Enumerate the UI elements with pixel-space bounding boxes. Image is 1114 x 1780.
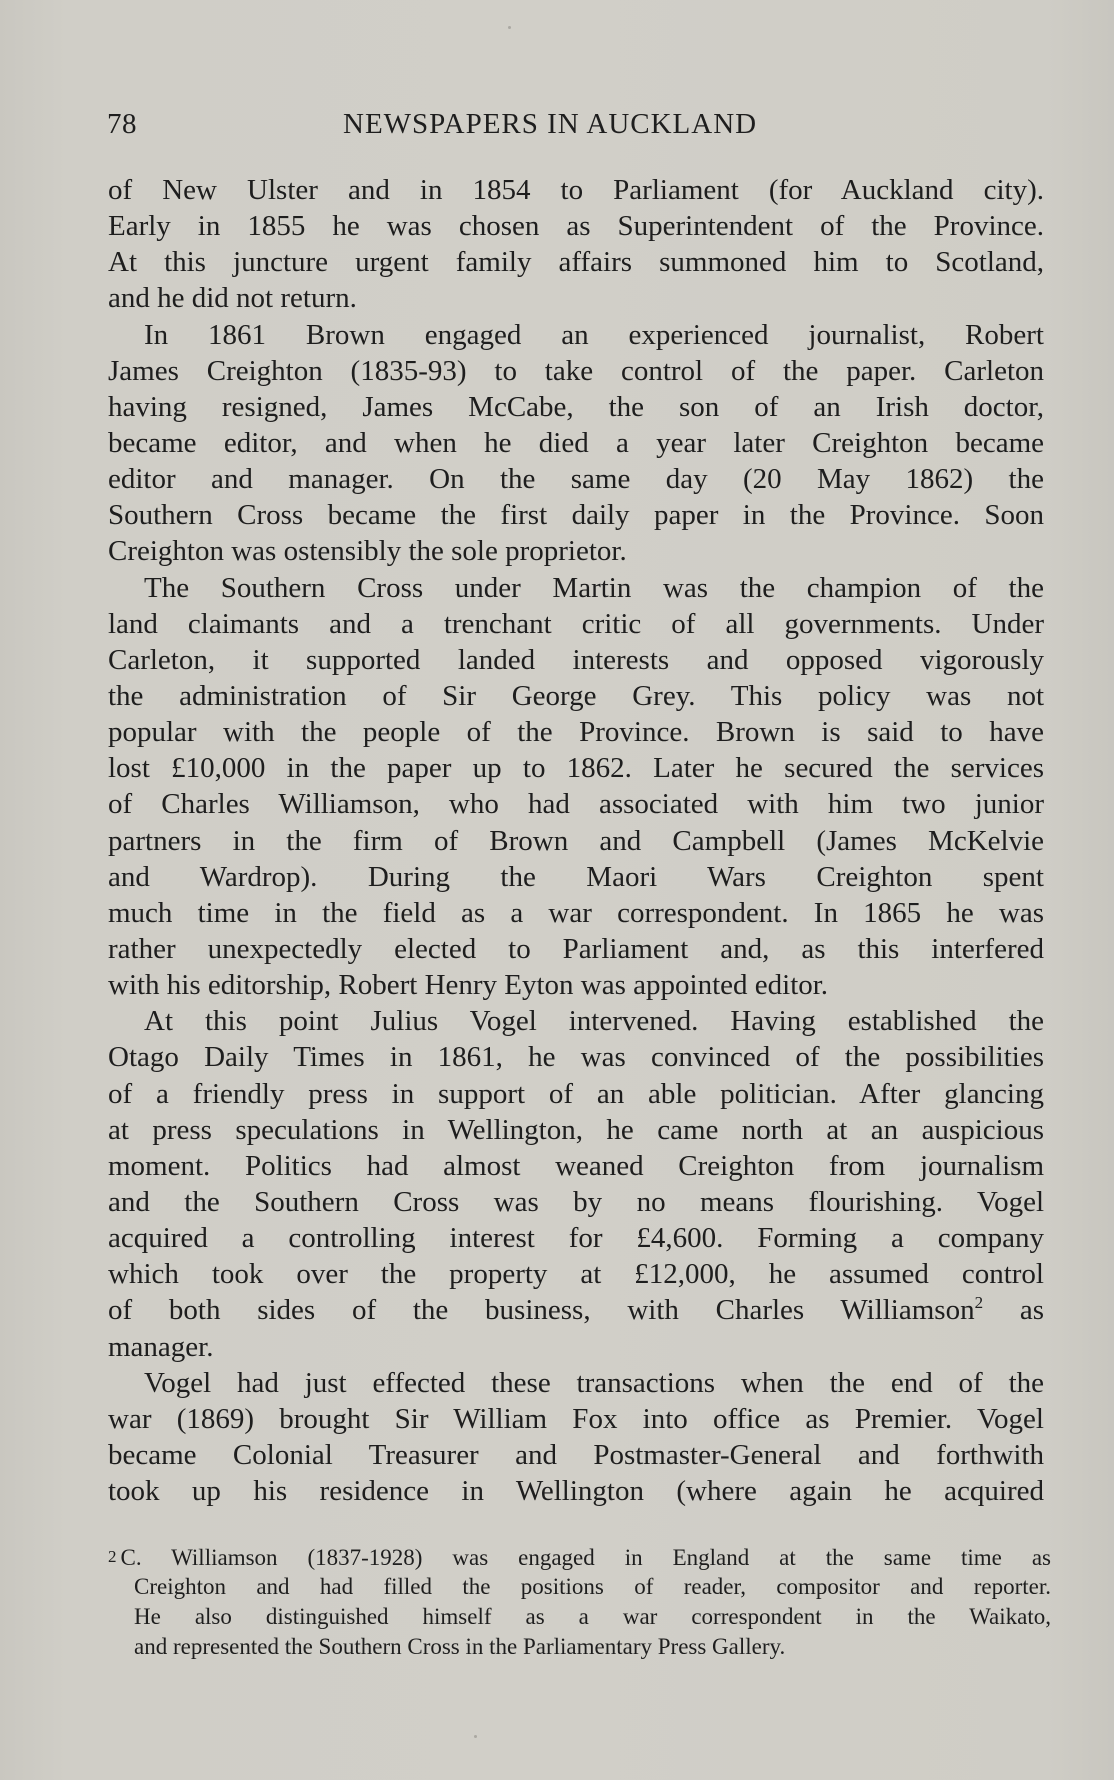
page-number: 78 [107,108,137,140]
text-line: partners in the firm of Brown and Campbell (James McKelvie [108,824,1044,857]
text-line: Early in 1855 he was chosen as Superintendent of the Province. [108,210,1044,243]
text-fragment: of both sides of the business, with Charles Williamson [108,1294,975,1327]
footnote-text: C. Williamson (1837-1928) was engaged in England at the same time as [120,1545,1051,1570]
body-text [108,172,1044,1509]
text-line: at press speculations in Wellington, he came north at an auspicious [108,1113,1044,1146]
text-line: of a friendly press in support of an able politician. After glancing [108,1077,1044,1110]
text-line: land claimants and a trenchant critic of all governments. Under [108,607,1044,640]
footnote-line: Creighton and had filled the positions of reader, compositor and reporter. [134,1574,1051,1599]
text-line: having resigned, James McCabe, the son of an Irish doctor, [108,390,1044,423]
text-line: became editor, and when he died a year later Creighton became [108,426,1044,459]
text-line: popular with the people of the Province. Brown is said to have [108,716,1044,749]
text-line: editor and manager. On the same day (20 May 1862) the [108,463,1044,496]
paragraph-start-line: Vogel had just effected these transactions when the end of the [144,1366,1044,1399]
text-line: of Charles Williamson, who had associated with him two junior [108,788,1044,821]
text-line: Carleton, it supported landed interests and opposed vigorously [108,643,1044,676]
text-line: much time in the field as a war correspondent. In 1865 he was [108,896,1044,929]
text-line: At this juncture urgent family affairs summoned him to Scotland, [108,246,1044,279]
text-line: the administration of Sir George Grey. This policy was not [108,679,1044,712]
text-line: war (1869) brought Sir William Fox into office as Premier. Vogel [108,1402,1044,1435]
paper-speck [508,26,511,29]
text-line: acquired a controlling interest for £4,600. Forming a company [108,1222,1044,1255]
text-line: moment. Politics had almost weaned Creighton from journalism [108,1149,1044,1182]
text-line: James Creighton (1835-93) to take control of the paper. Carleton [108,354,1044,387]
paper-speck [474,1735,477,1738]
footnote-line [108,1542,1051,1572]
page-header [107,108,1047,148]
footnote-line: He also distinguished himself as a war correspondent in the Waikato, [134,1604,1051,1629]
text-line: with his editorship, Robert Henry Eyton was appointed editor. [108,969,829,1002]
text-line: Otago Daily Times in 1861, he was convinced of the possibilities [108,1041,1044,1074]
running-title: NEWSPAPERS IN AUCKLAND [343,108,758,140]
text-line: manager. [108,1330,214,1363]
text-line: and the Southern Cross was by no means flourishing. Vogel [108,1185,1044,1218]
footnote-line: and represented the Southern Cross in the Parliamentary Press Gallery. [134,1634,786,1659]
text-line: Creighton was ostensibly the sole proprietor. [108,535,627,568]
text-line: which took over the property at £12,000, he assumed control [108,1258,1044,1291]
text-line: and Wardrop). During the Maori Wars Creighton spent [108,860,1044,893]
text-fragment: as [983,1294,1044,1327]
text-line-with-reference [108,1292,1044,1328]
text-line: of New Ulster and in 1854 to Parliament (for Auckland city). [108,174,1044,206]
paragraph-start-line: At this point Julius Vogel intervened. Having established the [144,1005,1044,1038]
text-line: lost £10,000 in the paper up to 1862. Later he secured the services [108,752,1044,785]
paragraph-start-line: The Southern Cross under Martin was the champion of the [144,571,1044,604]
paragraph-start-line: In 1861 Brown engaged an experienced journalist, Robert [144,318,1044,351]
text-line: and he did not return. [108,282,357,315]
text-line: took up his residence in Wellington (where again he acquired [108,1475,1044,1508]
footnote-reference[interactable]: 2 [974,1293,984,1313]
text-line: rather unexpectedly elected to Parliament and, as this interfered [108,932,1044,965]
text-line: became Colonial Treasurer and Postmaster-General and forthwith [108,1438,1044,1471]
footnote-marker: 2 [108,1547,117,1566]
text-line: Southern Cross became the first daily paper in the Province. Soon [108,499,1044,532]
footnote [108,1542,1051,1662]
